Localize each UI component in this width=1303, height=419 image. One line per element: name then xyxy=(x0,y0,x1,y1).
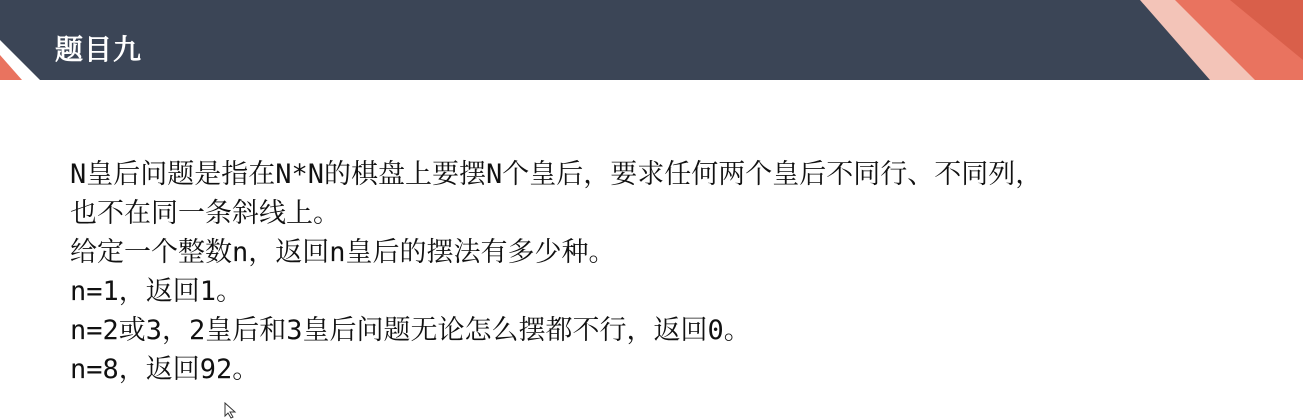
description-line-1: N皇后问题是指在N*N的棋盘上要摆N个皇后，要求任何两个皇后不同行、不同列， xyxy=(70,159,1043,190)
description-line-5: n=2或3，2皇后和3皇后问题无论怎么摆都不行，返回0。 xyxy=(70,315,751,346)
description-line-3: 给定一个整数n，返回n皇后的摆法有多少种。 xyxy=(70,237,616,268)
banner-background xyxy=(0,0,1303,80)
title-banner xyxy=(0,0,1303,80)
description-line-2: 也不在同一条斜线上。 xyxy=(70,198,340,229)
banner-band xyxy=(0,0,1303,80)
problem-description xyxy=(70,155,1290,389)
description-line-4: n=1，返回1。 xyxy=(70,276,244,307)
description-line-6: n=8，返回92。 xyxy=(70,354,260,385)
page-title: 题目九 xyxy=(55,33,143,66)
banner-accent-left xyxy=(0,55,22,80)
arrow-cursor-icon xyxy=(224,402,238,419)
